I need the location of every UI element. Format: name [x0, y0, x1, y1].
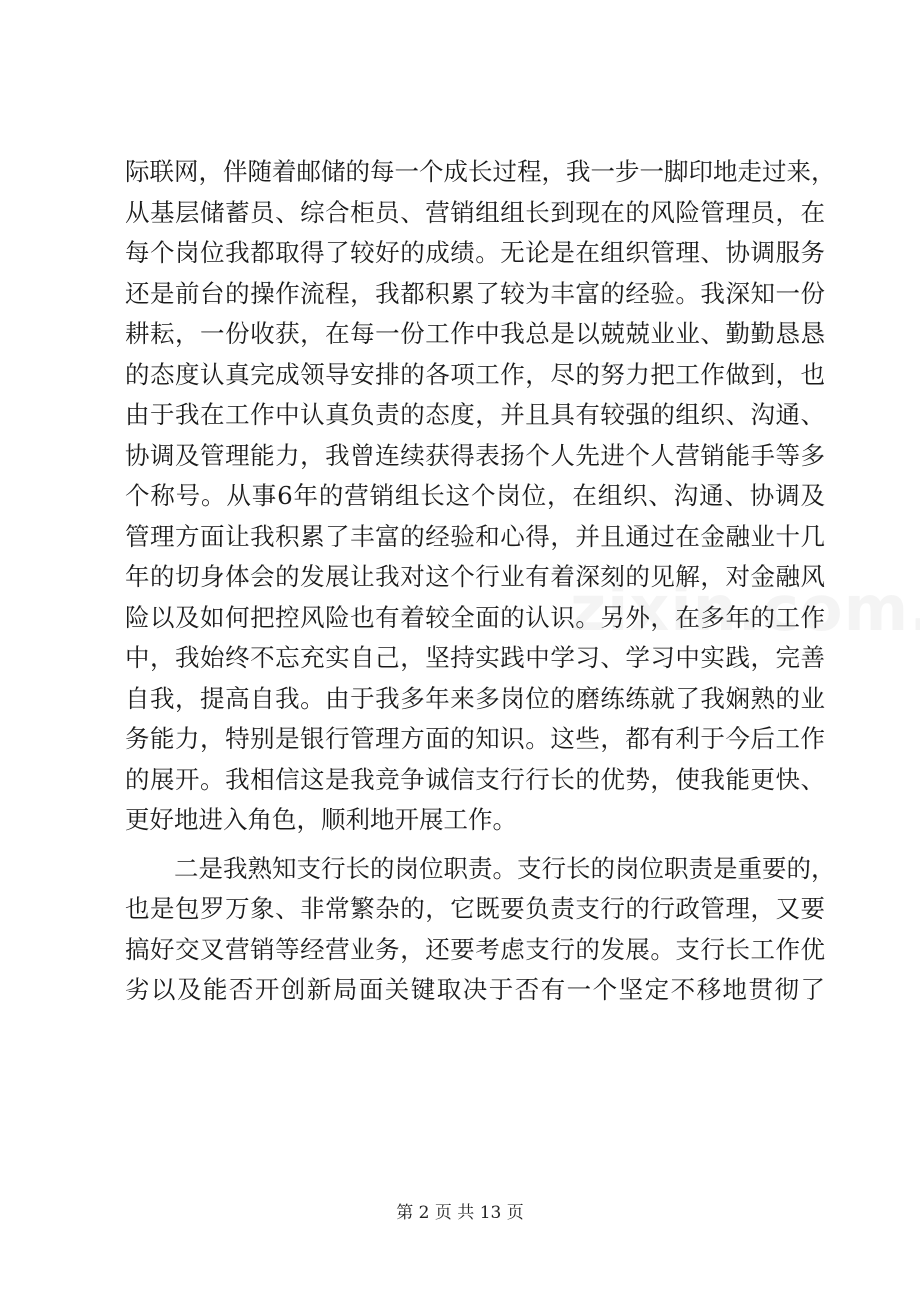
text-line: 由于我在工作中认真负责的态度，并且具有较强的组织、沟通、: [125, 400, 825, 429]
text-line: 个称号。从事6年的营销组长这个岗位，在组织、沟通、协调及: [125, 481, 825, 510]
text-line: 二是我熟知支行长的岗位职责。支行长的岗位职责是重要的，: [125, 853, 836, 883]
text-line: 务能力，特别是银行管理方面的知识。这些，都有利于今后工作: [125, 724, 825, 753]
text-line: 的态度认真完成领导安排的各项工作，尽的努力把工作做到，也: [125, 359, 825, 389]
body-text: [125, 152, 836, 1011]
text-line: 中，我始终不忘充实自己，坚持实践中学习、学习中实践，完善: [125, 643, 825, 672]
text-line: 劣以及能否开创新局面关键取决于否有一个坚定不移地贯彻了: [125, 975, 825, 1004]
text-line: 协调及管理能力，我曾连续获得表扬个人先进个人营销能手等多: [125, 440, 825, 470]
paragraph: [125, 152, 836, 841]
text-line: 耕耘，一份收获，在每一份工作中我总是以兢兢业业、勤勤恳恳: [125, 319, 825, 348]
text-line: 从基层储蓄员、综合柜员、营销组组长到现在的风险管理员，在: [125, 197, 825, 227]
text-line: 险以及如何把控风险也有着较全面的认识。另外，在多年的工作: [125, 602, 825, 632]
text-line: 更好地进入角色，顺利地开展工作。: [125, 805, 517, 834]
text-line: 年的切身体会的发展让我对这个行业有着深刻的见解，对金融风: [125, 562, 825, 591]
text-line: 搞好交叉营销等经营业务，还要考虑支行的发展。支行长工作优: [125, 934, 825, 964]
text-line: 的展开。我相信这是我竞争诚信支行行长的优势，使我能更快、: [125, 764, 825, 794]
paragraph-gap: [125, 841, 825, 849]
text-line: 也是包罗万象、非常繁杂的，它既要负责支行的行政管理，又要: [125, 894, 825, 923]
text-line: 还是前台的操作流程，我都积累了较为丰富的经验。我深知一份: [125, 278, 825, 308]
text-line: 自我，提高自我。由于我多年来多岗位的磨练练就了我娴熟的业: [125, 683, 825, 713]
text-line: 际联网，伴随着邮储的每一个成长过程，我一步一脚印地走过来，: [125, 157, 836, 186]
text-line: 管理方面让我积累了丰富的经验和心得，并且通过在金融业十几: [125, 521, 825, 551]
text-line: 每个岗位我都取得了较好的成绩。无论是在组织管理、协调服务: [125, 238, 825, 267]
page-footer: 第 2 页 共 13 页: [396, 1203, 524, 1223]
paragraph: [125, 849, 836, 1011]
